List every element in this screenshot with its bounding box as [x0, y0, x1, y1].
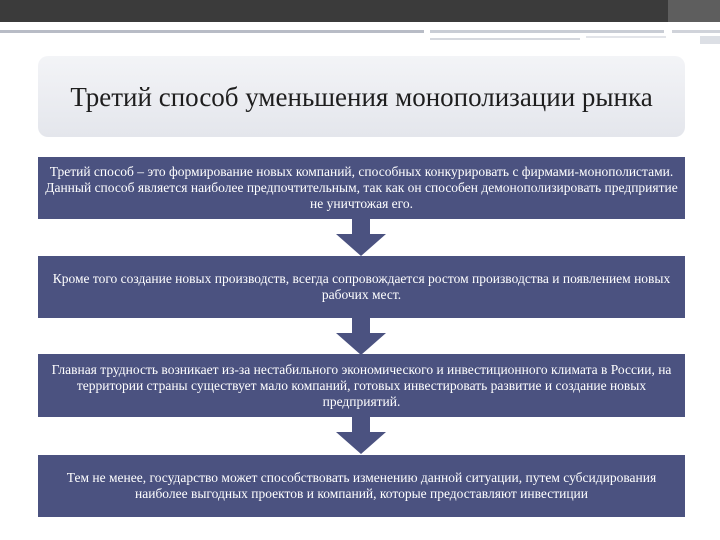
slide-title: Третий способ уменьшения монополизации рынка [70, 81, 653, 112]
flow-step-3 [38, 354, 685, 417]
decorative-rule [586, 36, 666, 38]
flow-step-text: Главная трудность возникает из-за нестабильного экономического и инвестиционного климата в России, на территории страны существует мало компаний, готовых инвестировать развитие и создание новых предприятий. [51, 361, 672, 409]
decorative-rule [0, 30, 424, 33]
title-box [38, 56, 685, 137]
flow-step-text: Кроме того создание новых производств, всегда сопровождается ростом производства и появлением новых рабочих мест. [52, 271, 671, 302]
header-bar [0, 0, 720, 22]
header-bar-accent [668, 0, 720, 22]
down-arrow-icon [336, 416, 386, 454]
decorative-rule [672, 30, 720, 33]
down-arrow-icon [336, 218, 386, 256]
decorative-rule [430, 38, 580, 40]
decorative-rule [700, 36, 720, 44]
flow-step-1 [38, 157, 685, 219]
flow-step-2 [38, 256, 685, 318]
decorative-rule [430, 30, 664, 33]
flow-step-text: Тем не менее, государство может способствовать изменению данной ситуации, путем субсидирования наиболее выгодных проектов и компаний, которые предоставляют инвестиции [66, 470, 657, 501]
flow-step-4 [38, 455, 685, 517]
flow-step-text: Третий способ – это формирование новых компаний, способных конкурировать с фирмами-монополистами. Данный способ является наиболее предпочтительным, так как он способен демонополизировать предприятие не уничтожая его. [45, 164, 678, 211]
down-arrow-icon [336, 317, 386, 355]
